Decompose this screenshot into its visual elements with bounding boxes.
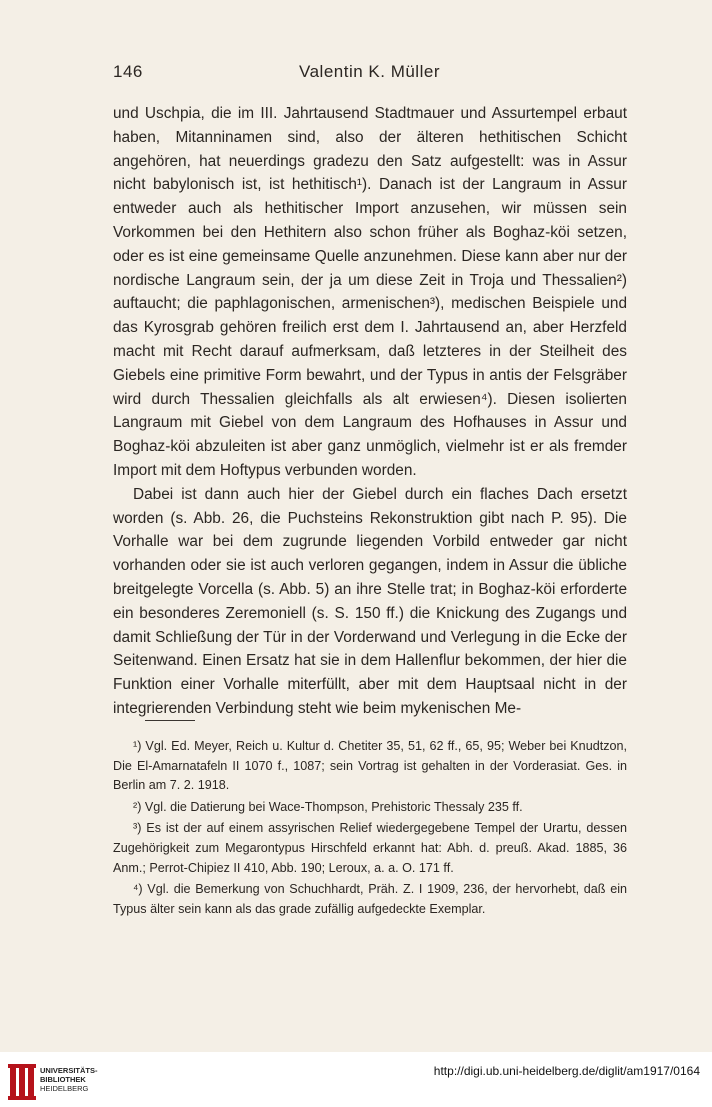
footnote: ³) Es ist der auf einem assyrischen Relief wiedergegebene Tempel der Urartu, dessen Zugehörigkeit zum Megarontypus Hirschfeld erkannt hat: Abh. d. preuß. Akad. 1885, 36 Anm.; Perrot-Chipiez II 410, Abb. 190; Leroux, a. a. O. 171 ff. [113, 821, 627, 875]
running-head: Valentin K. Müller [299, 62, 440, 81]
body-text [113, 102, 627, 721]
body-paragraph: und Uschpia, die im III. Jahrtausend Stadtmauer und Assurtempel erbaut haben, Mitanninamen sind, also der älteren hethitischen Schicht angehören, hat neuerdings gradezu den Satz aufgestellt: was in Assur nicht babylonisch ist, ist hethitisch¹). Danach ist der Langraum in Assur entweder auch als hethitischer Import anzusehen, wir müssen sein Vorkommen bei den Hethitern also schon früher als Boghaz-köi setzen, oder es ist eine gemeinsame Quelle anzunehmen. Diese kann aber nur der nordische Langraum sein, der ja um diese Zeit in Troja und Thessalien²) auftaucht; die paphlagonischen, armenischen³), medischen Beispiele und das Kyrosgrab gehören freilich erst dem I. Jahrtausend an, aber Herzfeld macht mit Recht darauf aufmerksam, daß letzteres in der Steilheit des Giebels eine primitive Form bewahrt, und der Typus in antis der Felsgräber wird durch Thessalien gleichfalls als alt erwiesen⁴). Diesen isolierten Langraum mit Giebel von dem Langraum des Hofhauses in Assur und Boghaz-köi abzuleiten ist aber ganz unmöglich, vielmehr ist er als fremder Import mit dem Hoftypus verbunden worden. [113, 105, 627, 479]
logo-line: UNIVERSITÄTS- [40, 1066, 98, 1075]
library-logo[interactable] [8, 1064, 128, 1104]
logo-line: HEIDELBERG [40, 1084, 89, 1093]
footnote-divider [145, 720, 195, 721]
viewer-footer [0, 1052, 712, 1107]
footnotes [113, 737, 627, 921]
library-logo-icon [8, 1064, 36, 1100]
logo-line: BIBLIOTHEK [40, 1075, 86, 1084]
body-paragraph: Dabei ist dann auch hier der Giebel durch ein flaches Dach ersetzt worden (s. Abb. 26, die Puchsteins Rekonstruktion gibt nach P. 95). Die Vorhalle war bei dem zugrunde liegenden Vorbild entweder gar nicht vorhanden oder sie ist auch verloren gegangen, indem in Assur die übliche breitgelegte Vorcella (s. Abb. 5) an ihre Stelle trat; in Boghaz-köi erforderte ein besonderes Zeremoniell (s. S. 150 ff.) die Knickung des Zugangs und damit Schließung der Tür in der Vorderwand und Verlegung in die Ecke der Seitenwand. Einen Ersatz hat sie in dem Hallenflur bekommen, der hier die Funktion einer Vorhalle miterfüllt, aber mit dem Hauptsaal nicht in der integrierenden Verbindung steht wie beim mykenischen Me- [113, 485, 627, 717]
permalink-url[interactable]: http://digi.ub.uni-heidelberg.de/diglit/am1917/0164 [433, 1064, 700, 1078]
footnote: ⁴) Vgl. die Bemerkung von Schuchhardt, Präh. Z. I 1909, 236, der hervorhebt, daß ein Typus älter sein kann als das grade zufällig aufgedeckte Exemplar. [113, 882, 627, 916]
footnote: ¹) Vgl. Ed. Meyer, Reich u. Kultur d. Chetiter 35, 51, 62 ff., 65, 95; Weber bei Knudtzon, Die El-Amarnatafeln II 1070 f., 1087; sein Vortrag ist gehalten in der Vorderasiat. Ges. in Berlin am 7. 2. 1918. [113, 739, 627, 793]
library-logo-text [40, 1066, 98, 1093]
footnote: ²) Vgl. die Datierung bei Wace-Thompson, Prehistoric Thessaly 235 ff. [133, 799, 523, 814]
page-number: 146 [113, 62, 143, 81]
page-header [113, 62, 626, 86]
